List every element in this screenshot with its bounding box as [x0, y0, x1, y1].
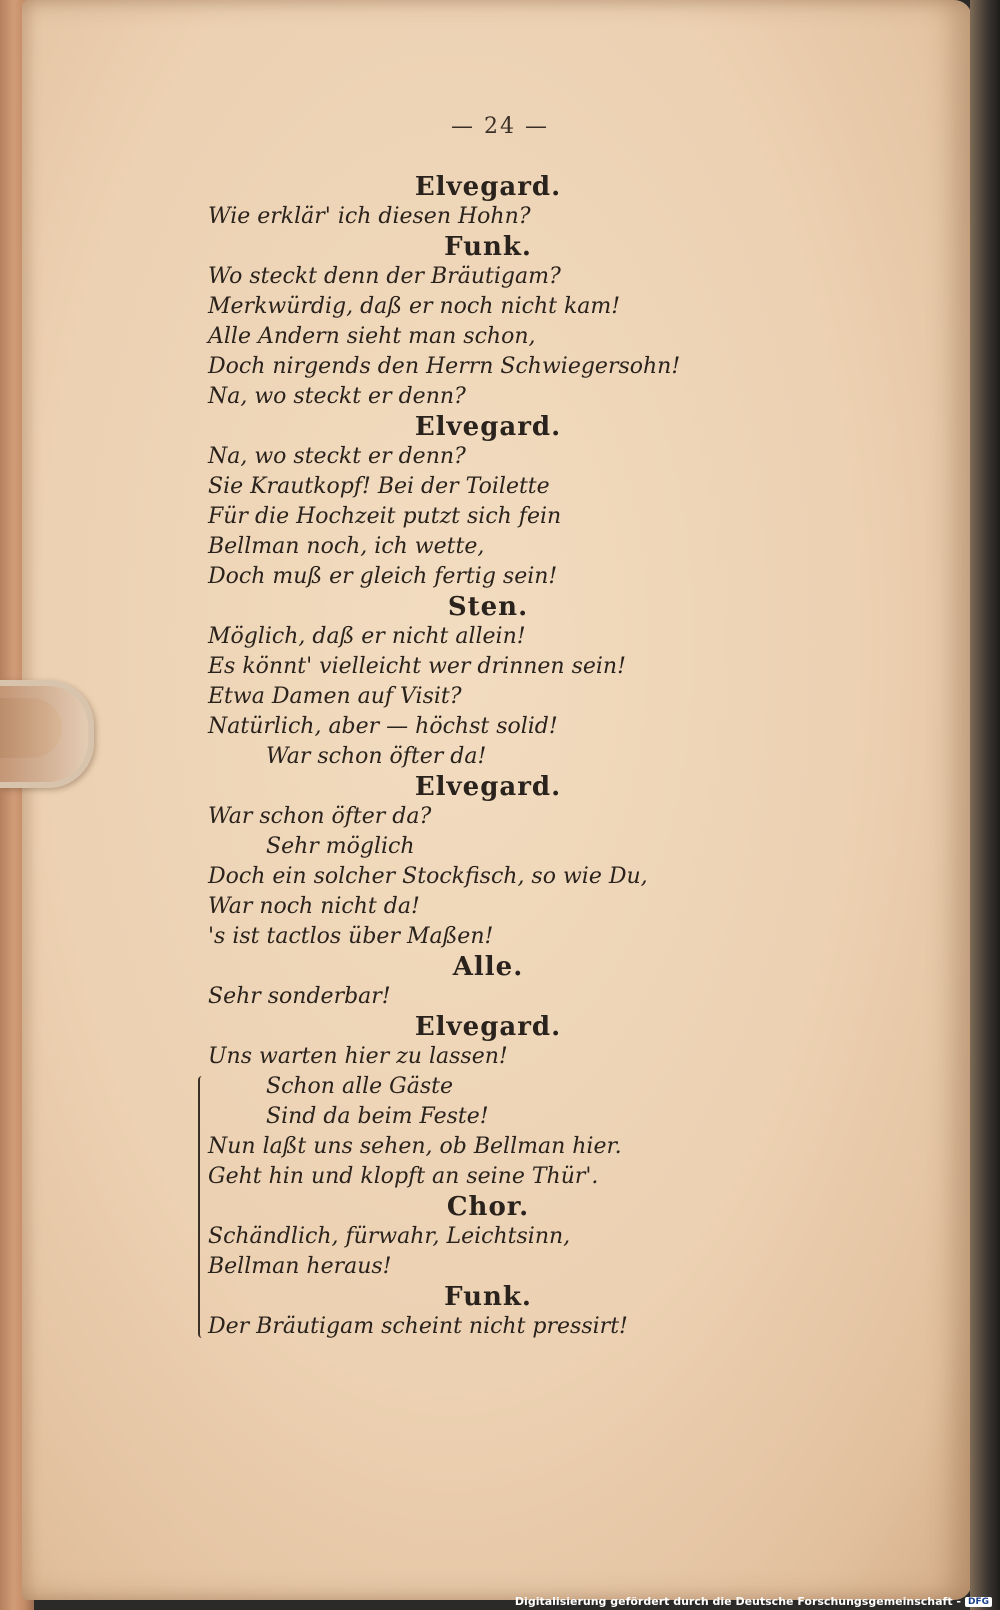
verse-line: Wie erklär' ich diesen Hohn?: [208, 204, 531, 229]
verse-line: War schon öfter da!: [266, 744, 487, 769]
speaker-name: Funk.: [444, 232, 532, 262]
verse-line: Alle Andern sieht man schon,: [208, 324, 536, 349]
speaker-name: Chor.: [446, 1192, 530, 1222]
verse-line: Sie Krautkopf! Bei der Toilette: [208, 474, 550, 499]
page-clip: [0, 680, 94, 788]
speaker-name: Alle.: [452, 952, 524, 982]
verse-line: Sehr sonderbar!: [208, 984, 391, 1009]
page-clip-inner: [0, 698, 62, 758]
verse-line: Für die Hochzeit putzt sich fein: [208, 504, 562, 529]
verse-line: War noch nicht da!: [208, 894, 420, 919]
libretto-text: [208, 172, 908, 1342]
verse-line: Na, wo steckt er denn?: [208, 384, 466, 409]
verse-line: 's ist tactlos über Maßen!: [208, 924, 494, 949]
speaker-name: Funk.: [444, 1282, 532, 1312]
verse-line: Wo steckt denn der Bräutigam?: [208, 264, 561, 289]
verse-line: Doch muß er gleich fertig sein!: [208, 564, 558, 589]
verse-line: Schändlich, fürwahr, Leichtsinn,: [208, 1224, 571, 1249]
speaker-name: Elvegard.: [414, 172, 562, 202]
speaker-name: Sten.: [447, 592, 529, 622]
verse-line: Natürlich, aber — höchst solid!: [208, 714, 558, 739]
verse-line: Doch nirgends den Herrn Schwiegersohn!: [208, 354, 681, 379]
speaker-name: Elvegard.: [414, 772, 562, 802]
page-number: — 24 —: [451, 114, 549, 139]
verse-line: Sind da beim Feste!: [266, 1104, 489, 1129]
verse-line: War schon öfter da?: [208, 804, 432, 829]
book-gutter-right: [970, 0, 1000, 1610]
verse-line: Schon alle Gäste: [266, 1074, 454, 1099]
speaker-name: Elvegard.: [414, 1012, 562, 1042]
verse-line: Bellman noch, ich wette,: [208, 534, 485, 559]
dfg-logo: DFG: [965, 1597, 992, 1607]
speaker-name: Elvegard.: [414, 412, 562, 442]
verse-line: Nun laßt uns sehen, ob Bellman hier.: [208, 1134, 622, 1159]
verse-line: Merkwürdig, daß er noch nicht kam!: [208, 294, 621, 319]
digitization-credit: [515, 1595, 992, 1608]
verse-line: Etwa Damen auf Visit?: [208, 684, 462, 709]
verse-line: Es könnt' vielleicht wer drinnen sein!: [208, 654, 626, 679]
verse-line: Sehr möglich: [266, 834, 415, 859]
verse-line: Der Bräutigam scheint nicht pressirt!: [208, 1314, 628, 1339]
verse-line: Na, wo steckt er denn?: [208, 444, 466, 469]
verse-line: Doch ein solcher Stockfisch, so wie Du,: [208, 864, 648, 889]
verse-line: Geht hin und klopft an seine Thür'.: [208, 1164, 599, 1189]
verse-line: Möglich, daß er nicht allein!: [208, 624, 526, 649]
verse-line: Uns warten hier zu lassen!: [208, 1044, 508, 1069]
credit-text: Digitalisierung gefördert durch die Deutsche Forschungsgemeinschaft -: [514, 1595, 961, 1608]
verse-line: Bellman heraus!: [208, 1254, 392, 1279]
